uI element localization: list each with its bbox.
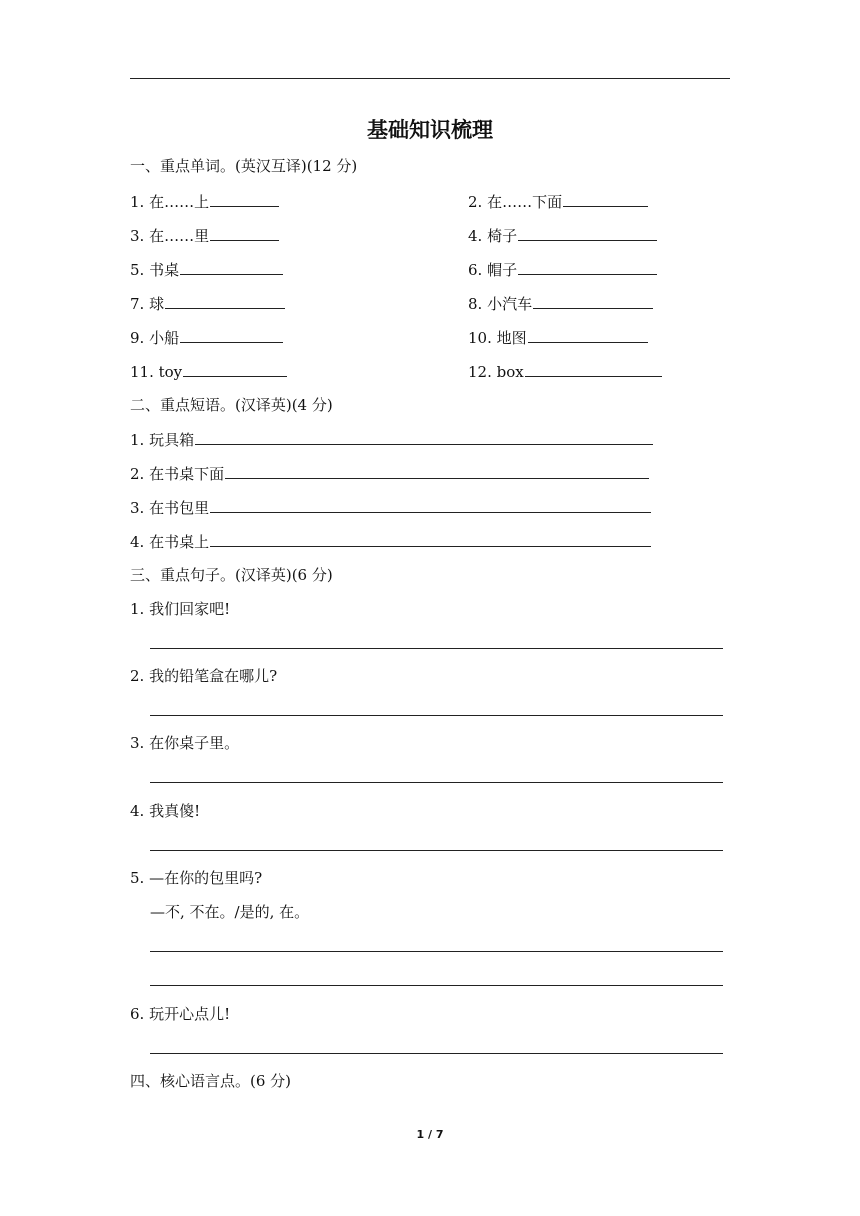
answer-line[interactable] (150, 782, 723, 783)
answer-blank[interactable] (518, 259, 657, 275)
sentence-item-4: 4. 我真傻! (130, 802, 201, 820)
word-item-5: 5. 书桌 (130, 259, 283, 280)
answer-blank[interactable] (533, 293, 653, 309)
sentence-item-5: 5. —在你的包里吗? (130, 869, 263, 887)
sentence-item-2: 2. 我的铅笔盒在哪儿? (130, 667, 278, 685)
answer-blank[interactable] (528, 327, 648, 343)
header-rule (130, 78, 730, 79)
answer-line[interactable] (150, 985, 723, 986)
answer-blank[interactable] (165, 293, 285, 309)
phrase-item-3: 3. 在书包里 (130, 497, 651, 518)
section2-heading: 二、重点短语。(汉译英)(4 分) (130, 396, 333, 414)
answer-blank[interactable] (180, 327, 283, 343)
phrase-item-2: 2. 在书桌下面 (130, 463, 649, 484)
answer-line[interactable] (150, 1053, 723, 1054)
word-item-12: 12. box (468, 361, 662, 382)
phrase-item-4: 4. 在书桌上 (130, 531, 651, 552)
answer-blank[interactable] (210, 191, 279, 207)
answer-blank[interactable] (518, 225, 657, 241)
answer-blank[interactable] (210, 497, 651, 513)
page-number: 1 / 7 (416, 1128, 444, 1141)
word-item-6: 6. 帽子 (468, 259, 657, 280)
answer-blank[interactable] (225, 463, 649, 479)
answer-line[interactable] (150, 951, 723, 952)
answer-line[interactable] (150, 715, 723, 716)
answer-blank[interactable] (210, 225, 279, 241)
word-item-3: 3. 在……里 (130, 225, 279, 246)
word-item-10: 10. 地图 (468, 327, 648, 348)
answer-blank[interactable] (210, 531, 651, 547)
section3-heading: 三、重点句子。(汉译英)(6 分) (130, 566, 333, 584)
answer-blank[interactable] (183, 361, 287, 377)
answer-blank[interactable] (563, 191, 648, 207)
sentence-item-1: 1. 我们回家吧! (130, 600, 231, 618)
page-title: 基础知识梳理 (367, 118, 493, 142)
word-item-8: 8. 小汽车 (468, 293, 653, 314)
sentence-item-5-reply: —不, 不在。/是的, 在。 (150, 903, 310, 921)
word-item-4: 4. 椅子 (468, 225, 657, 246)
answer-line[interactable] (150, 648, 723, 649)
word-item-2: 2. 在……下面 (468, 191, 648, 212)
answer-blank[interactable] (180, 259, 283, 275)
section4-heading: 四、核心语言点。(6 分) (130, 1072, 292, 1090)
answer-blank[interactable] (195, 429, 653, 445)
word-item-7: 7. 球 (130, 293, 285, 314)
word-item-1: 1. 在……上 (130, 191, 279, 212)
phrase-item-1: 1. 玩具箱 (130, 429, 653, 450)
answer-line[interactable] (150, 850, 723, 851)
word-item-9: 9. 小船 (130, 327, 283, 348)
sentence-item-6: 6. 玩开心点儿! (130, 1005, 231, 1023)
word-item-11: 11. toy (130, 361, 287, 382)
section1-heading: 一、重点单词。(英汉互译)(12 分) (130, 157, 358, 175)
answer-blank[interactable] (525, 361, 662, 377)
sentence-item-3: 3. 在你桌子里。 (130, 734, 240, 752)
